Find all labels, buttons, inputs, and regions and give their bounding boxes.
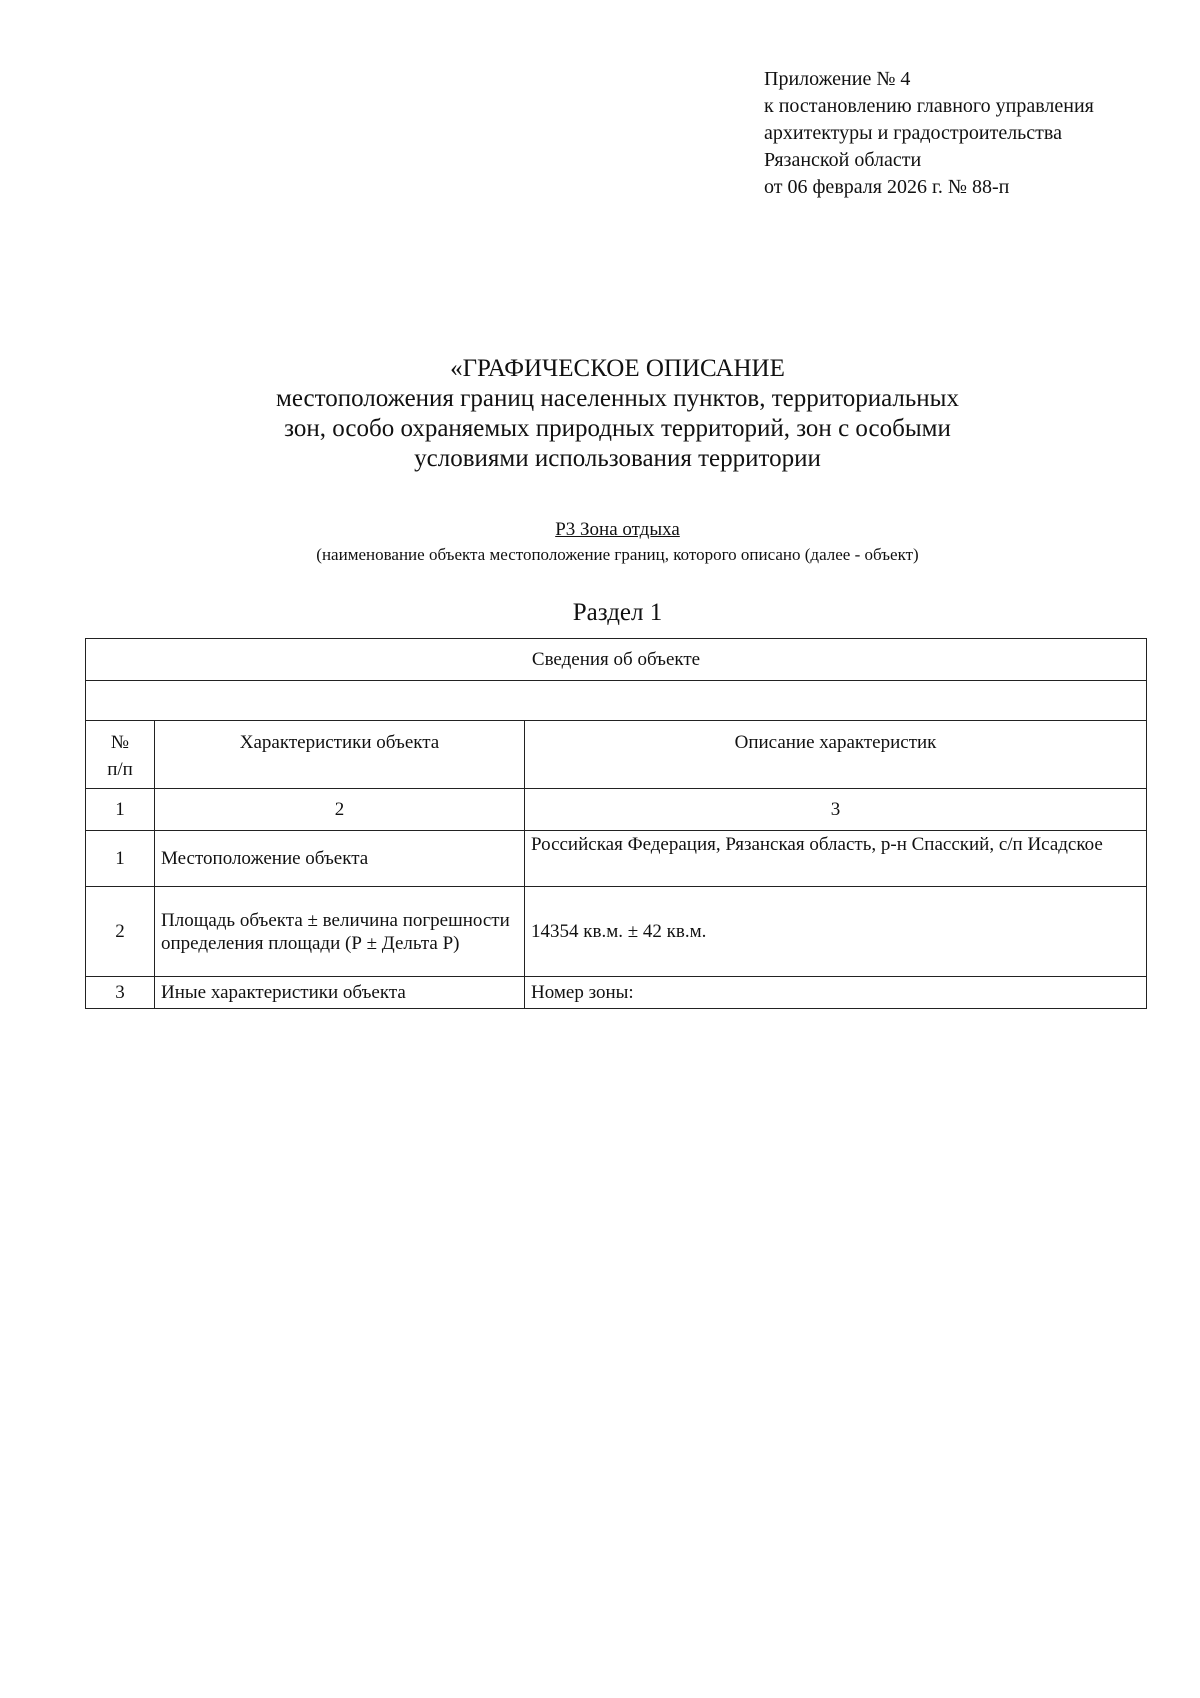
numbering-cell: 3 bbox=[525, 789, 1147, 831]
table-header-row bbox=[86, 721, 1147, 789]
row-characteristic: Местоположение объекта bbox=[155, 831, 525, 887]
numbering-cell: 1 bbox=[86, 789, 155, 831]
title-line: местоположения границ населенных пунктов, территориальных bbox=[276, 385, 959, 412]
appendix-line: архитектуры и градостроительства bbox=[764, 122, 1062, 144]
object-caption: (наименование объекта местоположение границ, которого описано (далее - объект) bbox=[316, 545, 919, 564]
appendix-line: Рязанской области bbox=[764, 149, 922, 171]
object-name bbox=[0, 518, 1200, 542]
row-num: 1 bbox=[86, 831, 155, 887]
numbering-cell: 2 bbox=[155, 789, 525, 831]
section-title: Раздел 1 bbox=[572, 599, 663, 626]
table-caption: Сведения об объекте bbox=[86, 639, 1147, 681]
header-num: № bbox=[110, 732, 130, 753]
table-numbering-row bbox=[86, 789, 1147, 831]
table-row bbox=[86, 887, 1147, 977]
row-num: 3 bbox=[86, 977, 155, 1009]
row-characteristic: Иные характеристики объекта bbox=[155, 977, 525, 1009]
object-name-text: Р3 Зона отдыха bbox=[555, 519, 680, 540]
header-description: Описание характеристик bbox=[525, 721, 1147, 789]
appendix-header bbox=[764, 66, 1094, 201]
header-num-sub: п/п bbox=[107, 759, 133, 780]
object-info-table bbox=[85, 638, 1147, 1009]
table-empty-cell bbox=[86, 681, 1147, 721]
row-description: Номер зоны: bbox=[525, 977, 1147, 1009]
row-characteristic: Площадь объекта ± величина погрешности определения площади (Р ± Дельта Р) bbox=[155, 887, 525, 977]
table-caption-row bbox=[86, 639, 1147, 681]
row-description: 14354 кв.м. ± 42 кв.м. bbox=[525, 887, 1147, 977]
table-row bbox=[86, 831, 1147, 887]
header-num-cell bbox=[86, 721, 155, 789]
row-description: Российская Федерация, Рязанская область, р-н Спасский, с/п Исадское bbox=[525, 831, 1147, 887]
title-line: условиями использования территории bbox=[414, 445, 821, 472]
title-line: «ГРАФИЧЕСКОЕ ОПИСАНИЕ bbox=[450, 355, 785, 382]
header-characteristic: Характеристики объекта bbox=[155, 721, 525, 789]
title-line: зон, особо охраняемых природных территорий, зон с особыми bbox=[284, 415, 951, 442]
table-row bbox=[86, 977, 1147, 1009]
appendix-line: Приложение № 4 bbox=[764, 68, 911, 90]
appendix-line: от 06 февраля 2026 г. № 88-п bbox=[764, 176, 1010, 198]
row-num: 2 bbox=[86, 887, 155, 977]
appendix-line: к постановлению главного управления bbox=[764, 95, 1094, 117]
table-empty-row bbox=[86, 681, 1147, 721]
document-title bbox=[0, 354, 1200, 474]
